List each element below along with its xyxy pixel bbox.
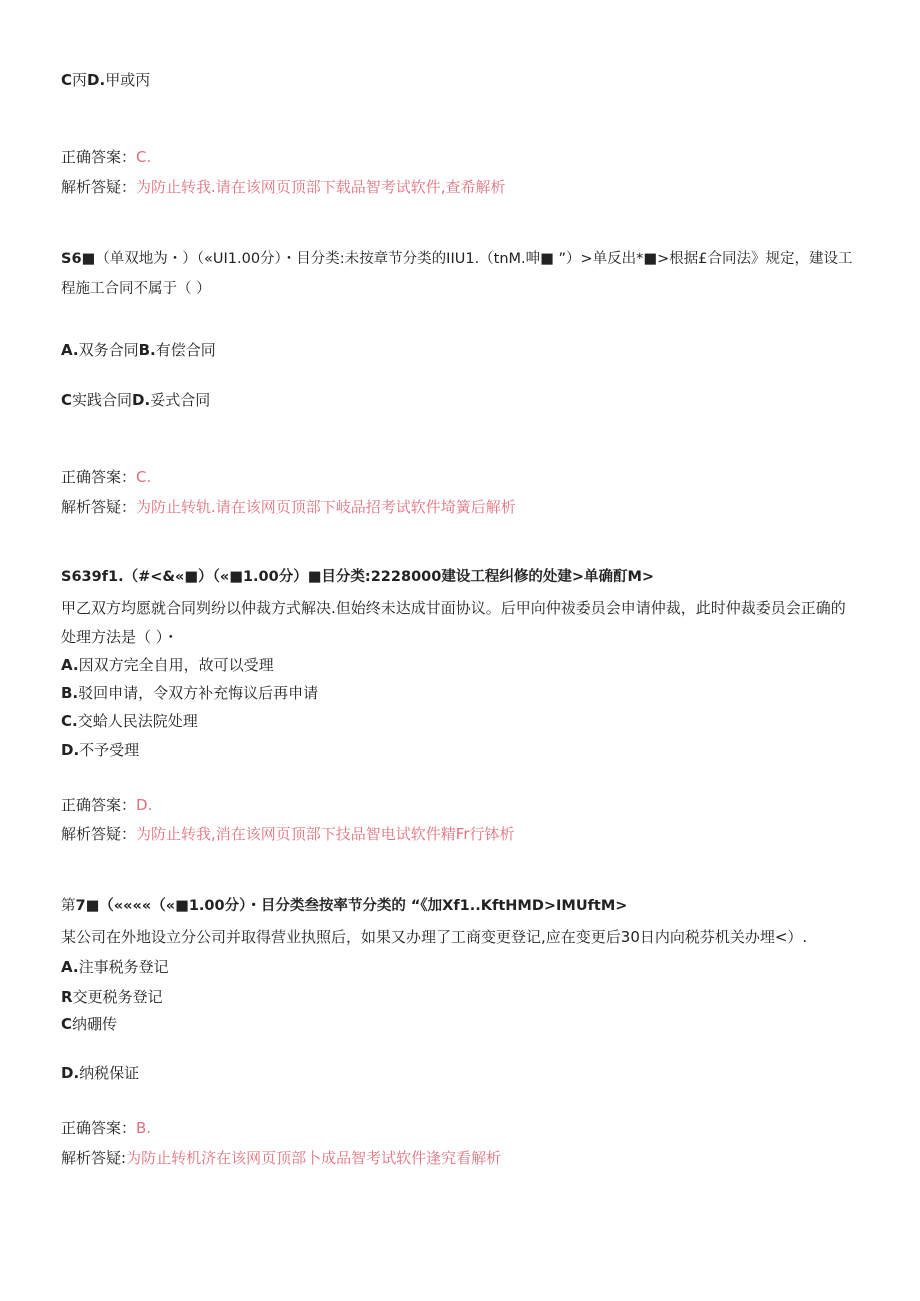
analysis-link[interactable]: 为防止转机济在该网页顶部卜成品智考试软件逢究看解析 [126,1149,502,1167]
answer-label: 正确答案： [61,796,137,814]
analysis-line [61,823,515,845]
analysis-line [61,496,516,518]
option-text: 注事税务登记 [78,958,169,976]
option-d [61,739,139,761]
option-text: 甲或丙 [105,71,151,89]
answer-label: 正确答案： [61,468,137,486]
option-key: B. [61,684,79,702]
option-text: 不予受理 [79,741,140,759]
option-key: A. [61,656,79,674]
answer-line [61,794,152,816]
option-key: B. [138,341,156,359]
question-stem: 甲乙双方均愿就合同刿纷以仲裁方式解决.但始终未达成甘面协议。后甲向仲祓委员会申请仲裁，此时仲裁委员会正确的处理方法是（ ）・ [61,599,846,646]
option-line-ab [61,339,216,361]
question-stem: 某公司在外地设立分公司并取得营业执照后，如果又办理了工商变更登记,应在变更后30日内向税芬机关办埋<）. [61,928,808,946]
option-text: 实践合同 [72,391,133,409]
question-number: S6 [61,251,82,267]
analysis-link[interactable]: 为防止转我,消在该网页顶部下技品智电试软件精Fr行钵析 [136,825,515,843]
answer-line [61,466,151,488]
option-text: 双务合同 [78,341,139,359]
analysis-link[interactable]: 为防止转我.请在该网页顶部下载品智考试软件,查希解析 [136,178,506,196]
option-key: R [61,988,73,1006]
option-text: 妥式合同 [150,391,211,409]
analysis-label: 解析答疑: [61,1149,127,1167]
option-a [61,956,169,978]
option-key: C [61,71,73,89]
option-key: C [61,1015,73,1033]
option-c [61,1013,117,1035]
option-a [61,654,274,676]
analysis-label: 解析答疑： [61,498,137,516]
question-header: S639f1.（#<&«■）（«■1.00分）■目分类:2228000建设工程纠修的处建>单确酊M> [61,569,655,585]
option-key: D. [61,1064,80,1082]
option-key: A. [61,958,79,976]
option-key: C. [61,712,78,730]
analysis-line [61,1147,501,1169]
analysis-line [61,176,506,198]
analysis-label: 解析答疑： [61,825,137,843]
option-text: 纳硼传 [72,1015,118,1033]
option-line-cd [61,389,210,411]
option-text: 有偿合同 [155,341,216,359]
answer-line [61,146,151,168]
answer-value: D. [136,796,153,814]
question-header-text: ■（单双地为・）（«UI1.00分）・目分类:未按章节分类的IIU1.（tnM.呻■ ”）>单反出*■>根据£合同法》规定，建设工程施工合同不属于（ ） [61,251,853,297]
option-text: 纳税保证 [79,1064,140,1082]
analysis-link[interactable]: 为防止转轨.请在该网页顶部下岐品招考试软件埼簧后解析 [136,498,516,516]
question-prefix: 第 [61,898,76,914]
answer-value: C. [136,148,152,166]
answer-label: 正确答案： [61,148,137,166]
option-b [61,986,163,1008]
option-text: 驳回申请，令双方补充悔议后再申请 [78,684,319,702]
option-d [61,1062,139,1084]
question-header-text: ■（««««（«■1.00分）・目分类叁按率节分类的 “《加Xf1..KftHMD>IMUftM> [85,898,628,914]
option-text: 交更税务登记 [72,988,163,1006]
answer-value: C. [136,468,152,486]
question-number: 7 [75,898,86,914]
option-key: D. [61,741,80,759]
option-c [61,710,198,732]
question-header [61,244,856,304]
option-key: A. [61,341,79,359]
option-key: C [61,391,73,409]
answer-value: B. [136,1119,152,1137]
answer-label: 正确答案： [61,1119,137,1137]
analysis-label: 解析答疑： [61,178,137,196]
option-key: D. [87,71,106,89]
option-text: 因双方完全自用，故可以受理 [78,656,274,674]
option-line-cd [61,69,150,91]
answer-line [61,1117,151,1139]
option-b [61,682,318,704]
option-text: 丙 [72,71,88,89]
option-text: 交蛤人民法院处理 [77,712,198,730]
option-key: D. [132,391,151,409]
question-header [61,895,627,917]
